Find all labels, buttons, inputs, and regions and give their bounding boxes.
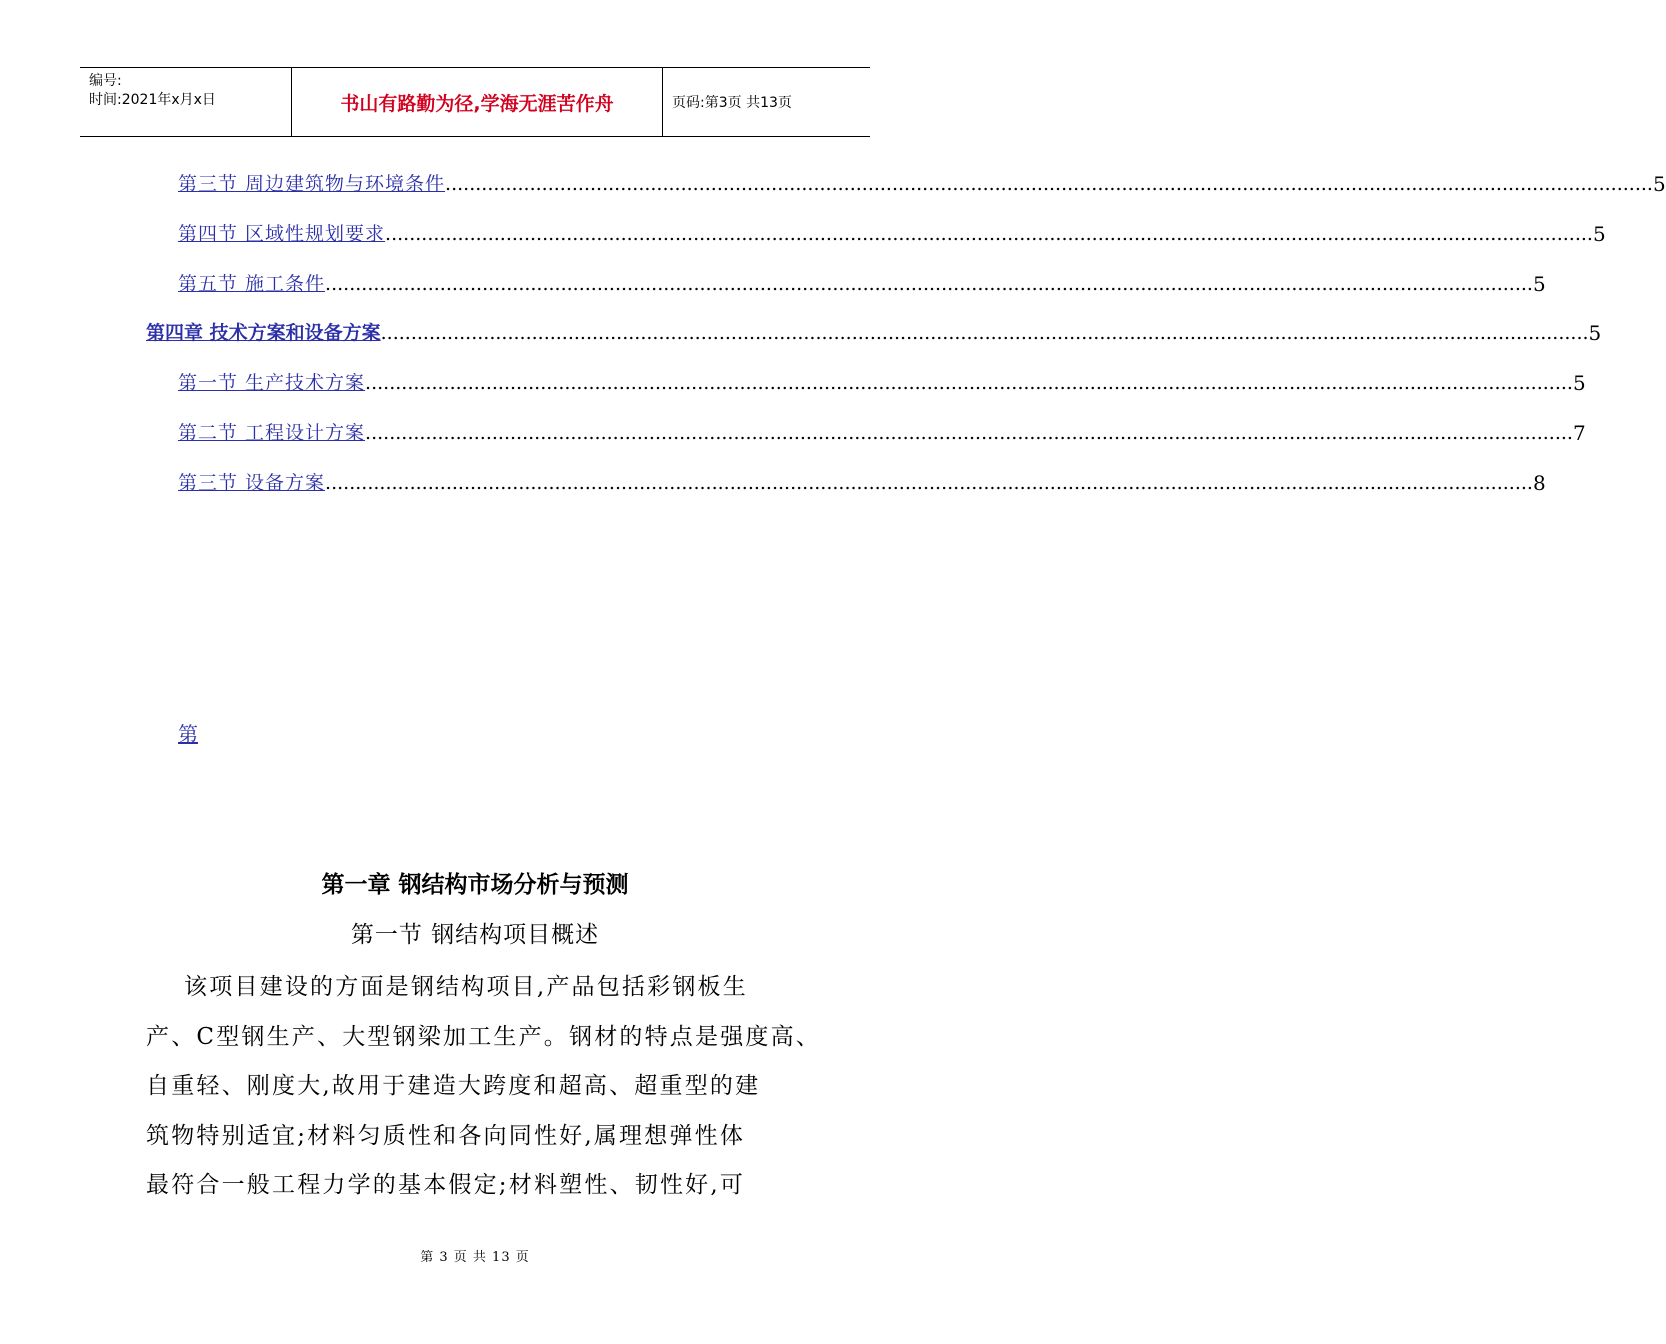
toc-entry-label[interactable]: 第四节 区域性规划要求 (178, 223, 386, 245)
toc-entry-page: 8 (1532, 471, 1546, 495)
number-label: 编号: (89, 73, 122, 89)
header-motto: 书山有路勤为径,学海无涯苦作舟 (292, 68, 663, 136)
body-paragraph (146, 963, 821, 1211)
paragraph-line: 产、C型钢生产、大型钢梁加工生产。钢材的特点是强度高、 (146, 1023, 821, 1050)
toc-entry-page: 5 (1592, 222, 1606, 246)
paragraph-line: 自重轻、刚度大,故用于建造大跨度和超高、超重型的建 (146, 1073, 761, 1099)
header-table (80, 67, 870, 137)
toc-entry-page: 5 (1532, 272, 1546, 296)
toc-entry-page: 5 (1572, 371, 1586, 395)
toc-entry[interactable] (178, 419, 1586, 447)
toc-entry[interactable] (178, 469, 1546, 497)
toc-entry-label[interactable]: 第三节 周边建筑物与环境条件 (178, 173, 446, 195)
toc-entry-page: 5 (1652, 172, 1666, 196)
toc-entry[interactable] (178, 369, 1586, 397)
toc-entry[interactable] (178, 170, 1666, 198)
toc-entry[interactable] (178, 270, 1546, 298)
toc-entry-label[interactable]: 第五节 施工条件 (178, 273, 326, 295)
toc-entry[interactable] (178, 220, 1606, 248)
date-label: 时间:2021年x月x日 (89, 92, 216, 108)
toc-entry-label[interactable]: 第二节 工程设计方案 (178, 422, 366, 444)
toc-entry-page: 5 (1588, 321, 1602, 345)
header-meta (80, 68, 292, 136)
toc-leader-dots: ........................................................................................................................................................................................................ (325, 472, 1533, 494)
section-title: 第一节 钢结构项目概述 (350, 922, 600, 948)
toc-leader-dots: ........................................................................................................................................................................................................ (380, 322, 1589, 344)
toc-entry-page: 7 (1572, 421, 1586, 445)
paragraph-line: 该项目建设的方面是钢结构项目,产品包括彩钢板生 (146, 974, 748, 1000)
toc-entry-label[interactable]: 第三节 设备方案 (178, 472, 326, 494)
toc-entry-label[interactable]: 第一节 生产技术方案 (178, 372, 366, 394)
paragraph-line: 最符合一般工程力学的基本假定;材料塑性、韧性好,可 (146, 1172, 746, 1198)
toc-leader-dots: ........................................................................................................................................................................................................ (325, 273, 1533, 295)
toc-link-partial[interactable]: 第 (178, 722, 198, 746)
toc-entry[interactable] (146, 319, 1602, 347)
page-footer: 第 3 页 共 13 页 (420, 1250, 530, 1265)
toc-leader-dots: ........................................................................................................................................................................................................ (365, 372, 1573, 394)
toc-leader-dots: ........................................................................................................................................................................................................ (445, 173, 1653, 195)
toc-leader-dots: ........................................................................................................................................................................................................ (365, 422, 1573, 444)
paragraph-line: 筑物特别适宜;材料匀质性和各向同性好,属理想弹性体 (146, 1122, 746, 1149)
toc-entry-label[interactable]: 第四章 技术方案和设备方案 (146, 322, 381, 344)
toc-leader-dots: ........................................................................................................................................................................................................ (385, 223, 1593, 245)
chapter-title: 第一章 钢结构市场分析与预测 (321, 872, 629, 898)
header-page-info: 页码:第3页 共13页 (672, 95, 792, 111)
